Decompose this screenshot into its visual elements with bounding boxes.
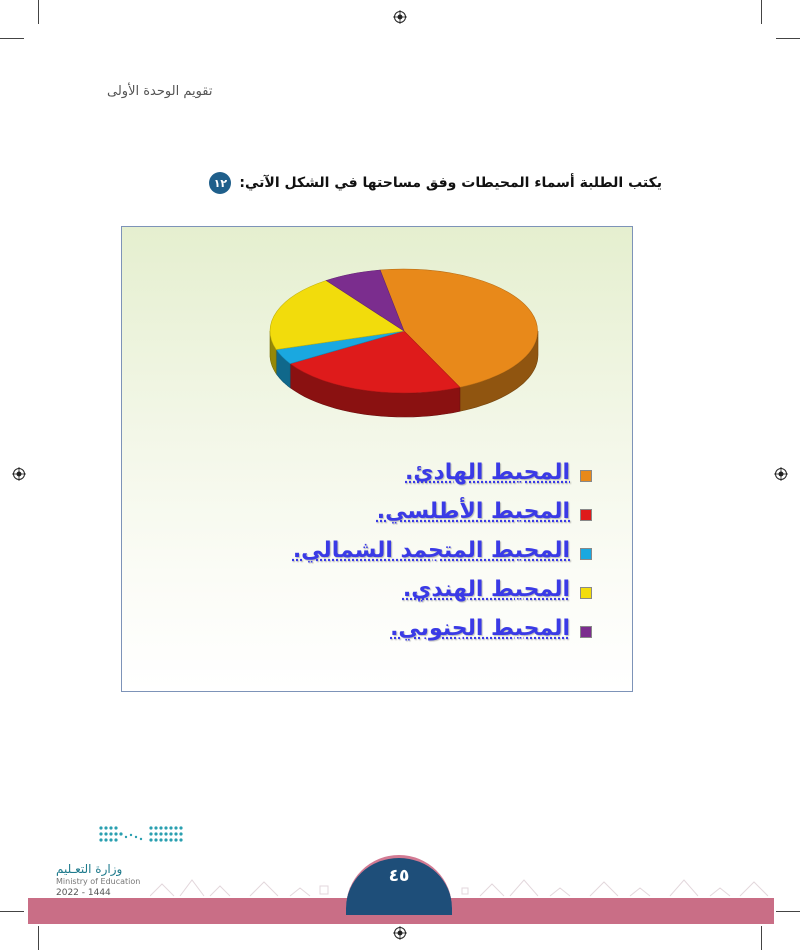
legend-item bbox=[293, 494, 592, 529]
question-text: يكتب الطلبة أسماء المحيطات وفق مساحتها في الشكل الآتي: bbox=[239, 175, 662, 191]
question bbox=[209, 172, 662, 194]
pie-chart-panel bbox=[121, 226, 633, 692]
legend-label: المحيط الهادئ. bbox=[405, 460, 570, 485]
crop-mark bbox=[776, 38, 800, 39]
legend-label: المحيط الجنوبي. bbox=[390, 616, 570, 641]
pie-chart bbox=[122, 227, 632, 427]
legend-label: المحيط الهندي. bbox=[402, 577, 570, 602]
footer-pattern bbox=[150, 850, 774, 898]
registration-mark-icon bbox=[393, 926, 407, 940]
legend-swatch bbox=[580, 626, 592, 638]
legend-label: المحيط الأطلسي. bbox=[376, 499, 570, 524]
legend-item bbox=[293, 611, 592, 646]
registration-mark-icon bbox=[12, 467, 26, 481]
question-number-badge: ١٢ bbox=[209, 172, 231, 194]
crop-mark bbox=[38, 0, 39, 24]
chart-legend bbox=[293, 455, 592, 646]
crop-mark bbox=[0, 38, 24, 39]
crop-mark bbox=[761, 926, 762, 950]
ministry-name: وزارة التعـليم bbox=[56, 862, 123, 876]
section-title: تقويم الوحدة الأولى bbox=[107, 84, 213, 99]
page-number: ٤٥ bbox=[388, 866, 410, 886]
legend-item bbox=[293, 455, 592, 490]
legend-swatch bbox=[580, 587, 592, 599]
legend-label: المحيط المتجمد الشمالي. bbox=[292, 538, 570, 563]
legend-swatch bbox=[580, 548, 592, 560]
crop-mark bbox=[0, 911, 24, 912]
registration-mark-icon bbox=[774, 467, 788, 481]
legend-item bbox=[293, 572, 592, 607]
ministry-name-en: Ministry of Education bbox=[56, 877, 141, 886]
legend-swatch bbox=[580, 509, 592, 521]
ministry-year: 2022 - 1444 bbox=[56, 888, 111, 898]
legend-item bbox=[293, 533, 592, 568]
crop-mark bbox=[761, 0, 762, 24]
registration-mark-icon bbox=[393, 10, 407, 24]
legend-swatch bbox=[580, 470, 592, 482]
crop-mark bbox=[38, 926, 39, 950]
crop-mark bbox=[776, 911, 800, 912]
